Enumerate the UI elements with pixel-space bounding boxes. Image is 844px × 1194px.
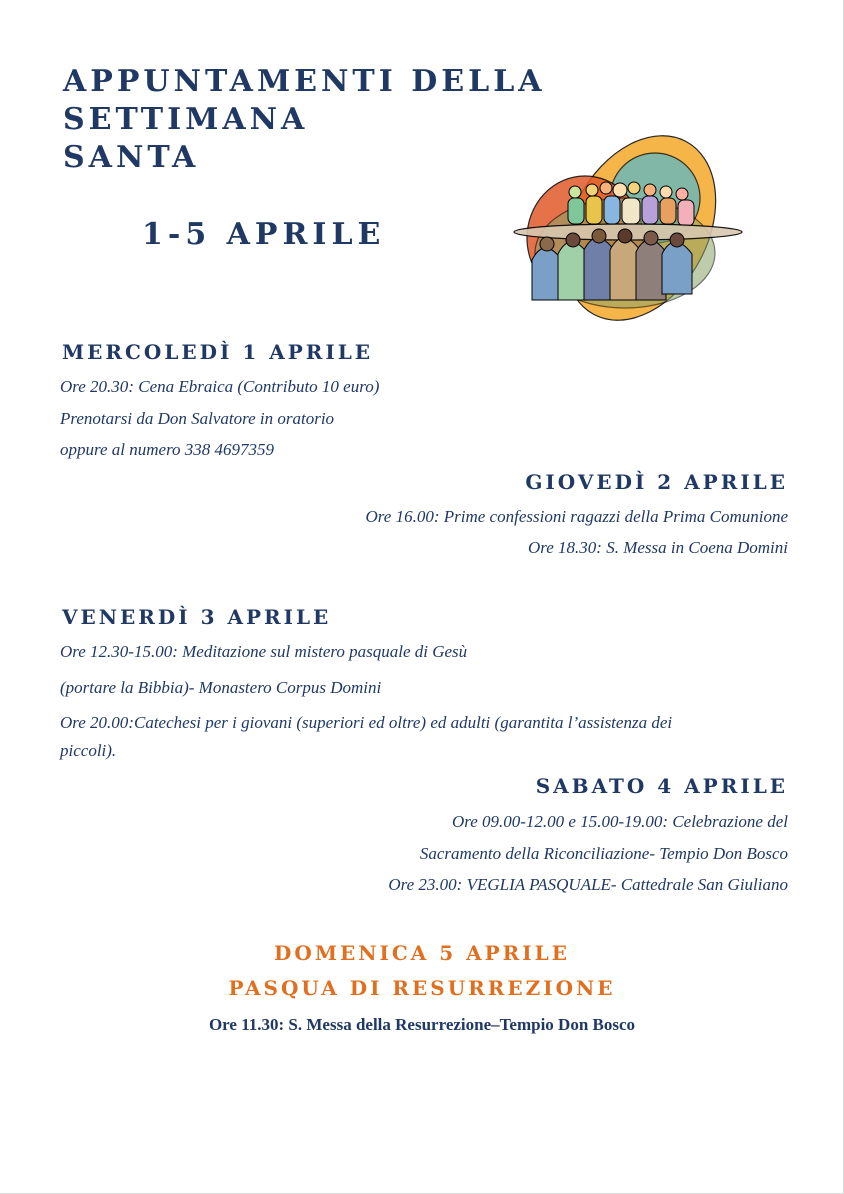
venerdi-line-4: piccoli).: [60, 741, 117, 760]
venerdi-line-1: [60, 642, 467, 662]
giovedi-line-2: [528, 538, 788, 558]
domenica-line-1: [0, 1015, 844, 1035]
giovedi-text-1: : Prime confessioni ragazzi della Prima Comunione: [433, 507, 788, 526]
giovedi-line-1: [366, 507, 788, 527]
domenica-time-1: Ore 11.30: [208, 1015, 279, 1034]
mercoledi-line-3: oppure al numero 338 4697359: [60, 440, 275, 459]
giovedi-text-2: : S. Messa in Coena Domini: [596, 538, 788, 557]
mercoledi-line-1: [60, 377, 379, 397]
page-title-line-1: APPUNTAMENTI DELLA: [63, 64, 546, 99]
page-title-line-2: SETTIMANA: [63, 102, 309, 137]
heading-mercoledi: MERCOLEDÌ 1 APRILE: [62, 340, 374, 364]
venerdi-time-1: Ore 12.30-15.00: [60, 642, 173, 661]
heading-giovedi: GIOVEDÌ 2 APRILE: [525, 470, 788, 494]
venerdi-text-1: : Meditazione sul mistero pasquale di Gesù: [172, 642, 468, 661]
sabato-text-1: : Celebrazione del: [662, 812, 788, 831]
sabato-text-3: : VEGLIA PASQUALE- Cattedrale San Giuliano: [456, 875, 788, 894]
venerdi-text-3: :Catechesi per i giovani (superiori ed oltre) ed adulti (garantita l’assistenza dei: [128, 713, 673, 732]
date-range: 1-5 APRILE: [142, 217, 386, 252]
sabato-line-3: [388, 875, 788, 895]
mercoledi-text-1: : Cena Ebraica (Contributo 10 euro): [128, 377, 380, 396]
page-title-line-3: SANTA: [63, 140, 200, 175]
venerdi-line-2: (portare la Bibbia)- Monastero Corpus Domini: [60, 678, 382, 697]
heading-pasqua: PASQUA DI RESURREZIONE: [228, 976, 616, 1000]
sabato-line-2: Sacramento della Riconciliazione- Tempio Don Bosco: [419, 844, 788, 863]
giovedi-time-2: Ore 18.30: [527, 538, 597, 557]
domenica-text-1: : S. Messa della Resurrezione–Tempio Don Bosco: [278, 1015, 636, 1034]
heading-venerdi: VENERDÌ 3 APRILE: [62, 605, 332, 629]
sabato-time-1: Ore 09.00-12.00 e 15.00-19.00: [451, 812, 663, 831]
giovedi-time-1: Ore 16.00: [365, 507, 434, 526]
sabato-time-3: Ore 23.00: [388, 875, 457, 894]
mercoledi-time-1: Ore 20.30: [60, 377, 129, 396]
heading-domenica: DOMENICA 5 APRILE: [274, 941, 570, 965]
last-supper-logo-icon: [510, 128, 750, 338]
heading-sabato: SABATO 4 APRILE: [535, 774, 788, 798]
venerdi-line-3: [60, 713, 672, 733]
venerdi-time-3: Ore 20.00: [60, 713, 129, 732]
sabato-line-1: [452, 812, 788, 832]
mercoledi-line-2: Prenotarsi da Don Salvatore in oratorio: [60, 409, 335, 428]
